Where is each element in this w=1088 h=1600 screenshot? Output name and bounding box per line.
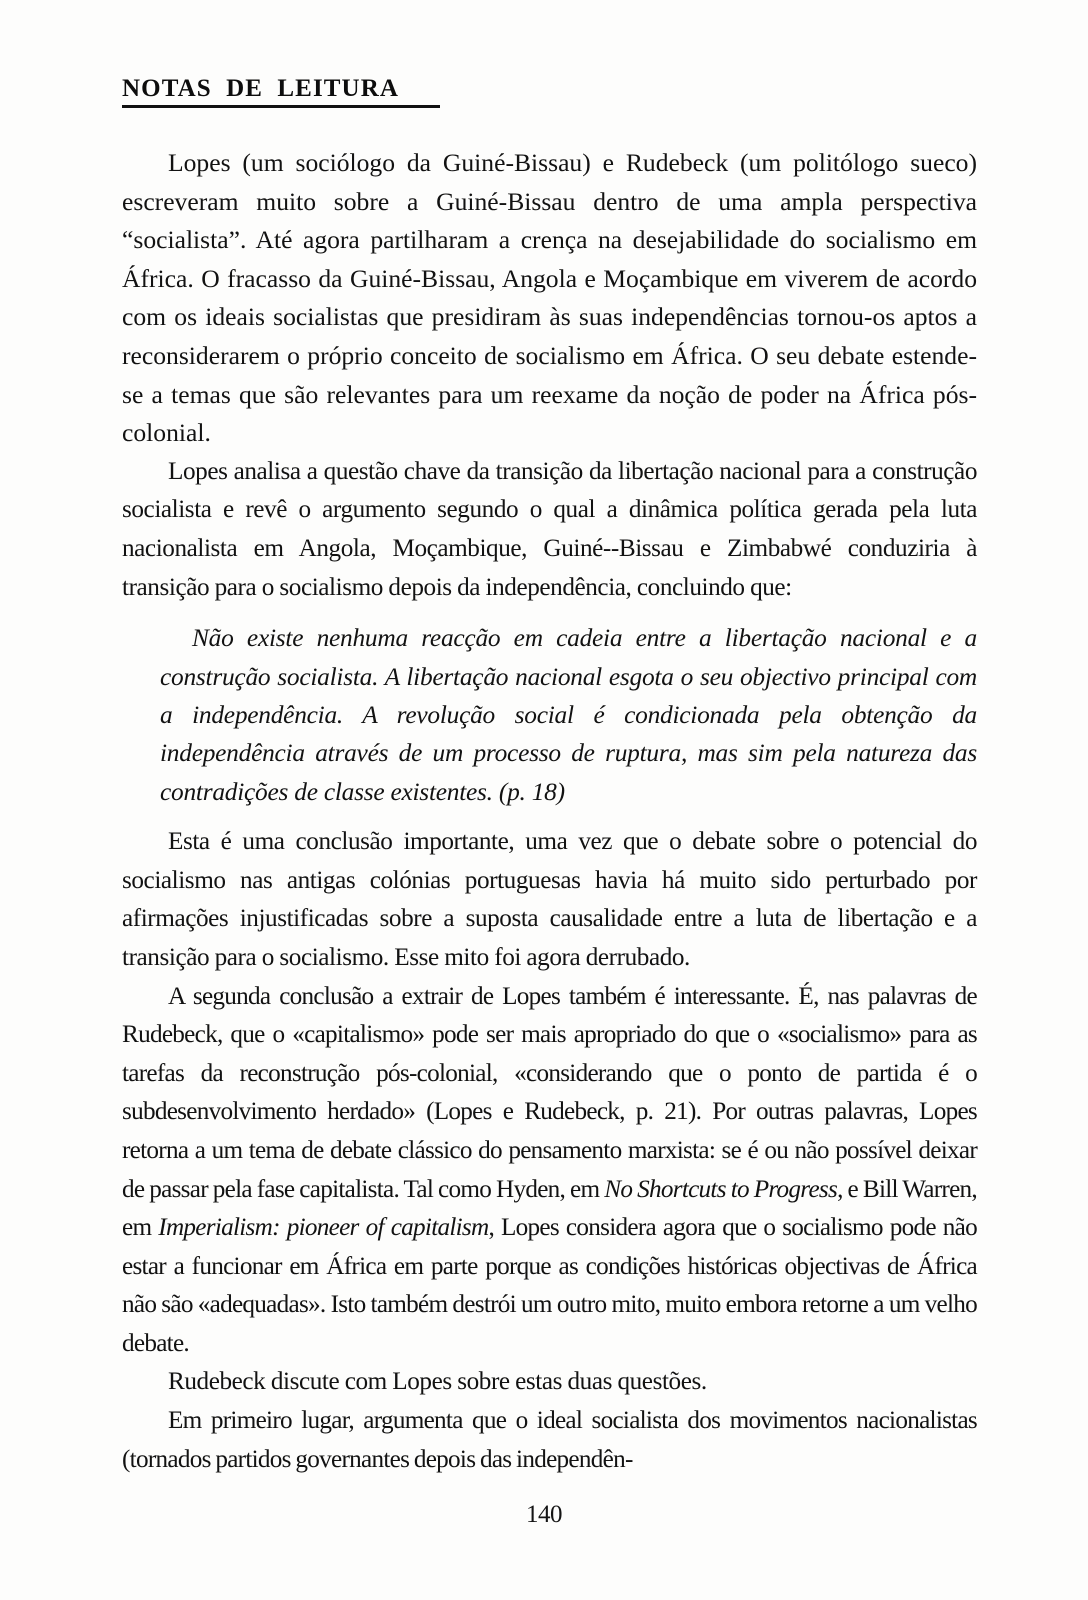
paragraph-4-segment-1: A segunda conclusão a extrair de Lopes também é interessante. É, nas palavras de Rudebeck, que o «capitalismo» pode ser mais apropriado do que o «socialismo» para as tarefas da reconstrução pós-colonial, «considerando que o ponto de partida é o subdesenvolvimento herdado» (Lopes e Rudebeck, p. 21). Por outras palavras, Lopes retorna a um tema de debate clássico do pensamento marxista: se é ou não possível deixar de passar pela fase capitalista. Tal como Hyden, em: [122, 982, 977, 1203]
paragraph-4-segment-3: , Lopes considera agora que o socialismo pode não estar a funcionar em África em parte porque as condições históricas objectivas de África não são «adequadas». Isto também destrói um outro mito, muito embora retorne a um velho debate.: [122, 1214, 977, 1357]
paragraph-6: Em primeiro lugar, argumenta que o ideal socialista dos movimentos nacionalistas (tornados partidos governantes depois das independên-: [122, 1407, 977, 1473]
paragraph-5: Rudebeck discute com Lopes sobre estas duas questões.: [168, 1368, 707, 1396]
running-head-title: NOTAS DE LEITURA: [122, 75, 400, 102]
text-column: [122, 144, 977, 1479]
paragraph-3: Esta é uma conclusão importante, uma vez que o debate sobre o potencial do socialismo nas antigas colónias portuguesas havia há muito sido perturbado por afirmações injustificadas sobre a suposta causalidade entre a luta de libertação e a transição para o socialismo. Esse mito foi agora derrubado.: [122, 828, 977, 971]
paragraph-4: [122, 978, 977, 1364]
book-title-imperialism-pioneer-of-capitalism: Imperialism: pioneer of capitalism: [158, 1214, 489, 1242]
paragraph-4-segment-2: , e Bill Warren, em: [122, 1175, 978, 1242]
running-head: [122, 76, 542, 108]
book-title-no-shortcuts-to-progress: No Shortcuts to Progress: [604, 1175, 838, 1203]
page-number: 140: [526, 1501, 562, 1528]
paragraph-2: Lopes analisa a questão chave da transição da libertação nacional para a construção socialista e revê o argumento segundo o qual a dinâmica política gerada pela luta nacionalista em Angola, Moçambique, Guiné--Bissau e Zimbabwé conduziria à transição para o socialismo depois da independência, concluindo que:: [122, 457, 977, 601]
block-quotation: Não existe nenhuma reacção em cadeia entre a libertação nacional e a construção socialista. A libertação nacional esgota o seu objectivo principal com a independência. A revolução social é condicionada pela obtenção da independência através de um processo de ruptura, mas sim pela natureza das contradições de classe existentes. (p. 18): [160, 624, 977, 806]
running-head-rule: [122, 105, 440, 108]
paragraph-1: Lopes (um sociólogo da Guiné-Bissau) e Rudebeck (um politólogo sueco) escreveram muito sobre a Guiné-Bissau dentro de uma ampla perspectiva “socialista”. Até agora partilharam a crença na desejabilidade do socialismo em África. O fracasso da Guiné-Bissau, Angola e Moçambique em viverem de acordo com os ideais socialistas que presidiram às suas independências tornou-os aptos a reconsiderarem o próprio conceito de socialismo em África. O seu debate estende-se a temas que são relevantes para um reexame da noção de poder na África pós-colonial.: [122, 148, 977, 448]
